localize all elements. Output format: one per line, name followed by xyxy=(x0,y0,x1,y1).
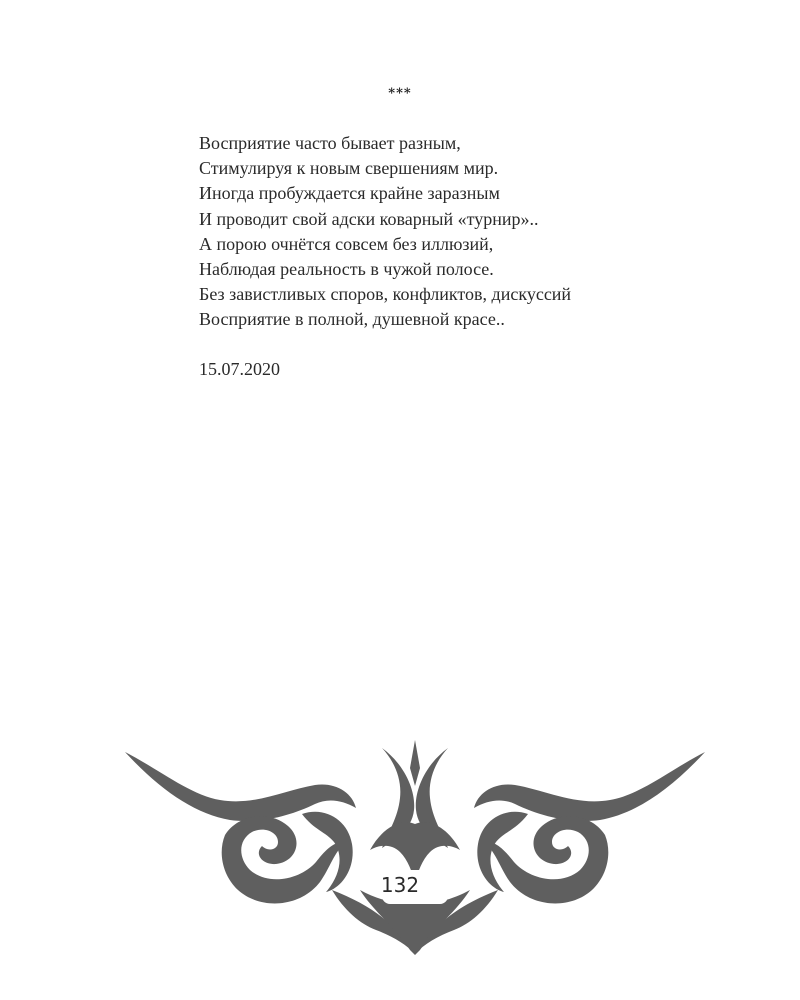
poem-line: И проводит свой адски коварный «турнир».. xyxy=(199,208,539,229)
page-number: 132 xyxy=(380,873,420,897)
poem-line: Восприятие часто бывает разным, xyxy=(199,133,461,153)
section-separator: *** xyxy=(388,86,412,101)
tribal-ornament-icon xyxy=(120,740,710,955)
poem-date: 15.07.2020 xyxy=(199,359,280,379)
poem-line: А порою очнётся совсем без иллюзий, xyxy=(199,233,494,254)
poem-line: Иногда пробуждается крайне заразным xyxy=(199,183,500,204)
poem-line: Наблюдая реальность в чужой полосе. xyxy=(199,259,494,280)
poem-line: Восприятие в полной, душевной красе.. xyxy=(199,309,505,330)
poem xyxy=(199,131,571,333)
poem-line: Без завистливых споров, конфликтов, дискуссий xyxy=(199,284,572,305)
poem-line: Стимулируя к новым свершениям мир. xyxy=(199,158,499,179)
